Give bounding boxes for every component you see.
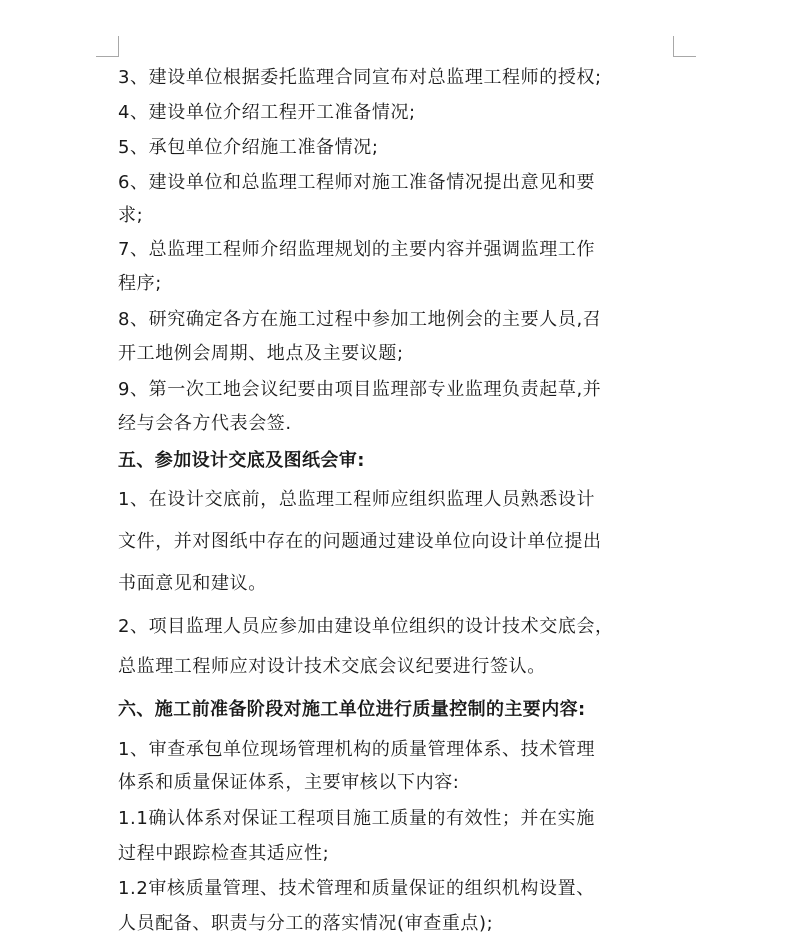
paragraph-line: 程序; — [118, 273, 162, 294]
paragraph-line: 4、建设单位介绍工程开工准备情况; — [118, 102, 416, 123]
paragraph-line: 文件，并对图纸中存在的问题通过建设单位向设计单位提出 — [118, 531, 602, 552]
paragraph-line: 5、承包单位介绍施工准备情况; — [118, 137, 379, 158]
paragraph-line: 开工地例会周期、地点及主要议题; — [118, 343, 404, 364]
paragraph-line: 1.2审核质量管理、技术管理和质量保证的组织机构设置、 — [118, 878, 595, 899]
paragraph-line: 1、在设计交底前，总监理工程师应组织监理人员熟悉设计 — [118, 489, 596, 510]
paragraph-line: 书面意见和建议。 — [118, 573, 267, 594]
section-heading: 五、参加设计交底及图纸会审: — [118, 450, 365, 471]
paragraph-line: 8、研究确定各方在施工过程中参加工地例会的主要人员,召 — [118, 309, 602, 330]
page-corner-mark-top-left — [96, 36, 119, 57]
paragraph-line: 体系和质量保证体系，主要审核以下内容: — [118, 772, 460, 793]
page-corner-mark-top-right — [673, 36, 696, 57]
paragraph-line: 人员配备、职责与分工的落实情况(审查重点); — [118, 913, 494, 934]
paragraph-line: 1、审查承包单位现场管理机构的质量管理体系、技术管理 — [118, 739, 596, 760]
paragraph-line: 6、建设单位和总监理工程师对施工准备情况提出意见和要 — [118, 172, 596, 193]
paragraph-line: 总监理工程师应对设计技术交底会议纪要进行签认。 — [118, 656, 546, 677]
paragraph-line: 2、项目监理人员应参加由建设单位组织的设计技术交底会， — [118, 616, 614, 637]
section-heading: 六、施工前准备阶段对施工单位进行质量控制的主要内容: — [118, 699, 586, 720]
paragraph-line: 求; — [118, 205, 144, 226]
paragraph-line: 3、建设单位根据委托监理合同宣布对总监理工程师的授权; — [118, 67, 602, 88]
paragraph-line: 1.1确认体系对保证工程项目施工质量的有效性；并在实施 — [118, 808, 595, 829]
paragraph-line: 7、总监理工程师介绍监理规划的主要内容并强调监理工作 — [118, 239, 596, 260]
paragraph-line: 9、第一次工地会议纪要由项目监理部专业监理负责起草,并 — [118, 379, 602, 400]
paragraph-line: 经与会各方代表会签. — [118, 413, 292, 434]
paragraph-line: 过程中跟踪检查其适应性; — [118, 843, 330, 864]
